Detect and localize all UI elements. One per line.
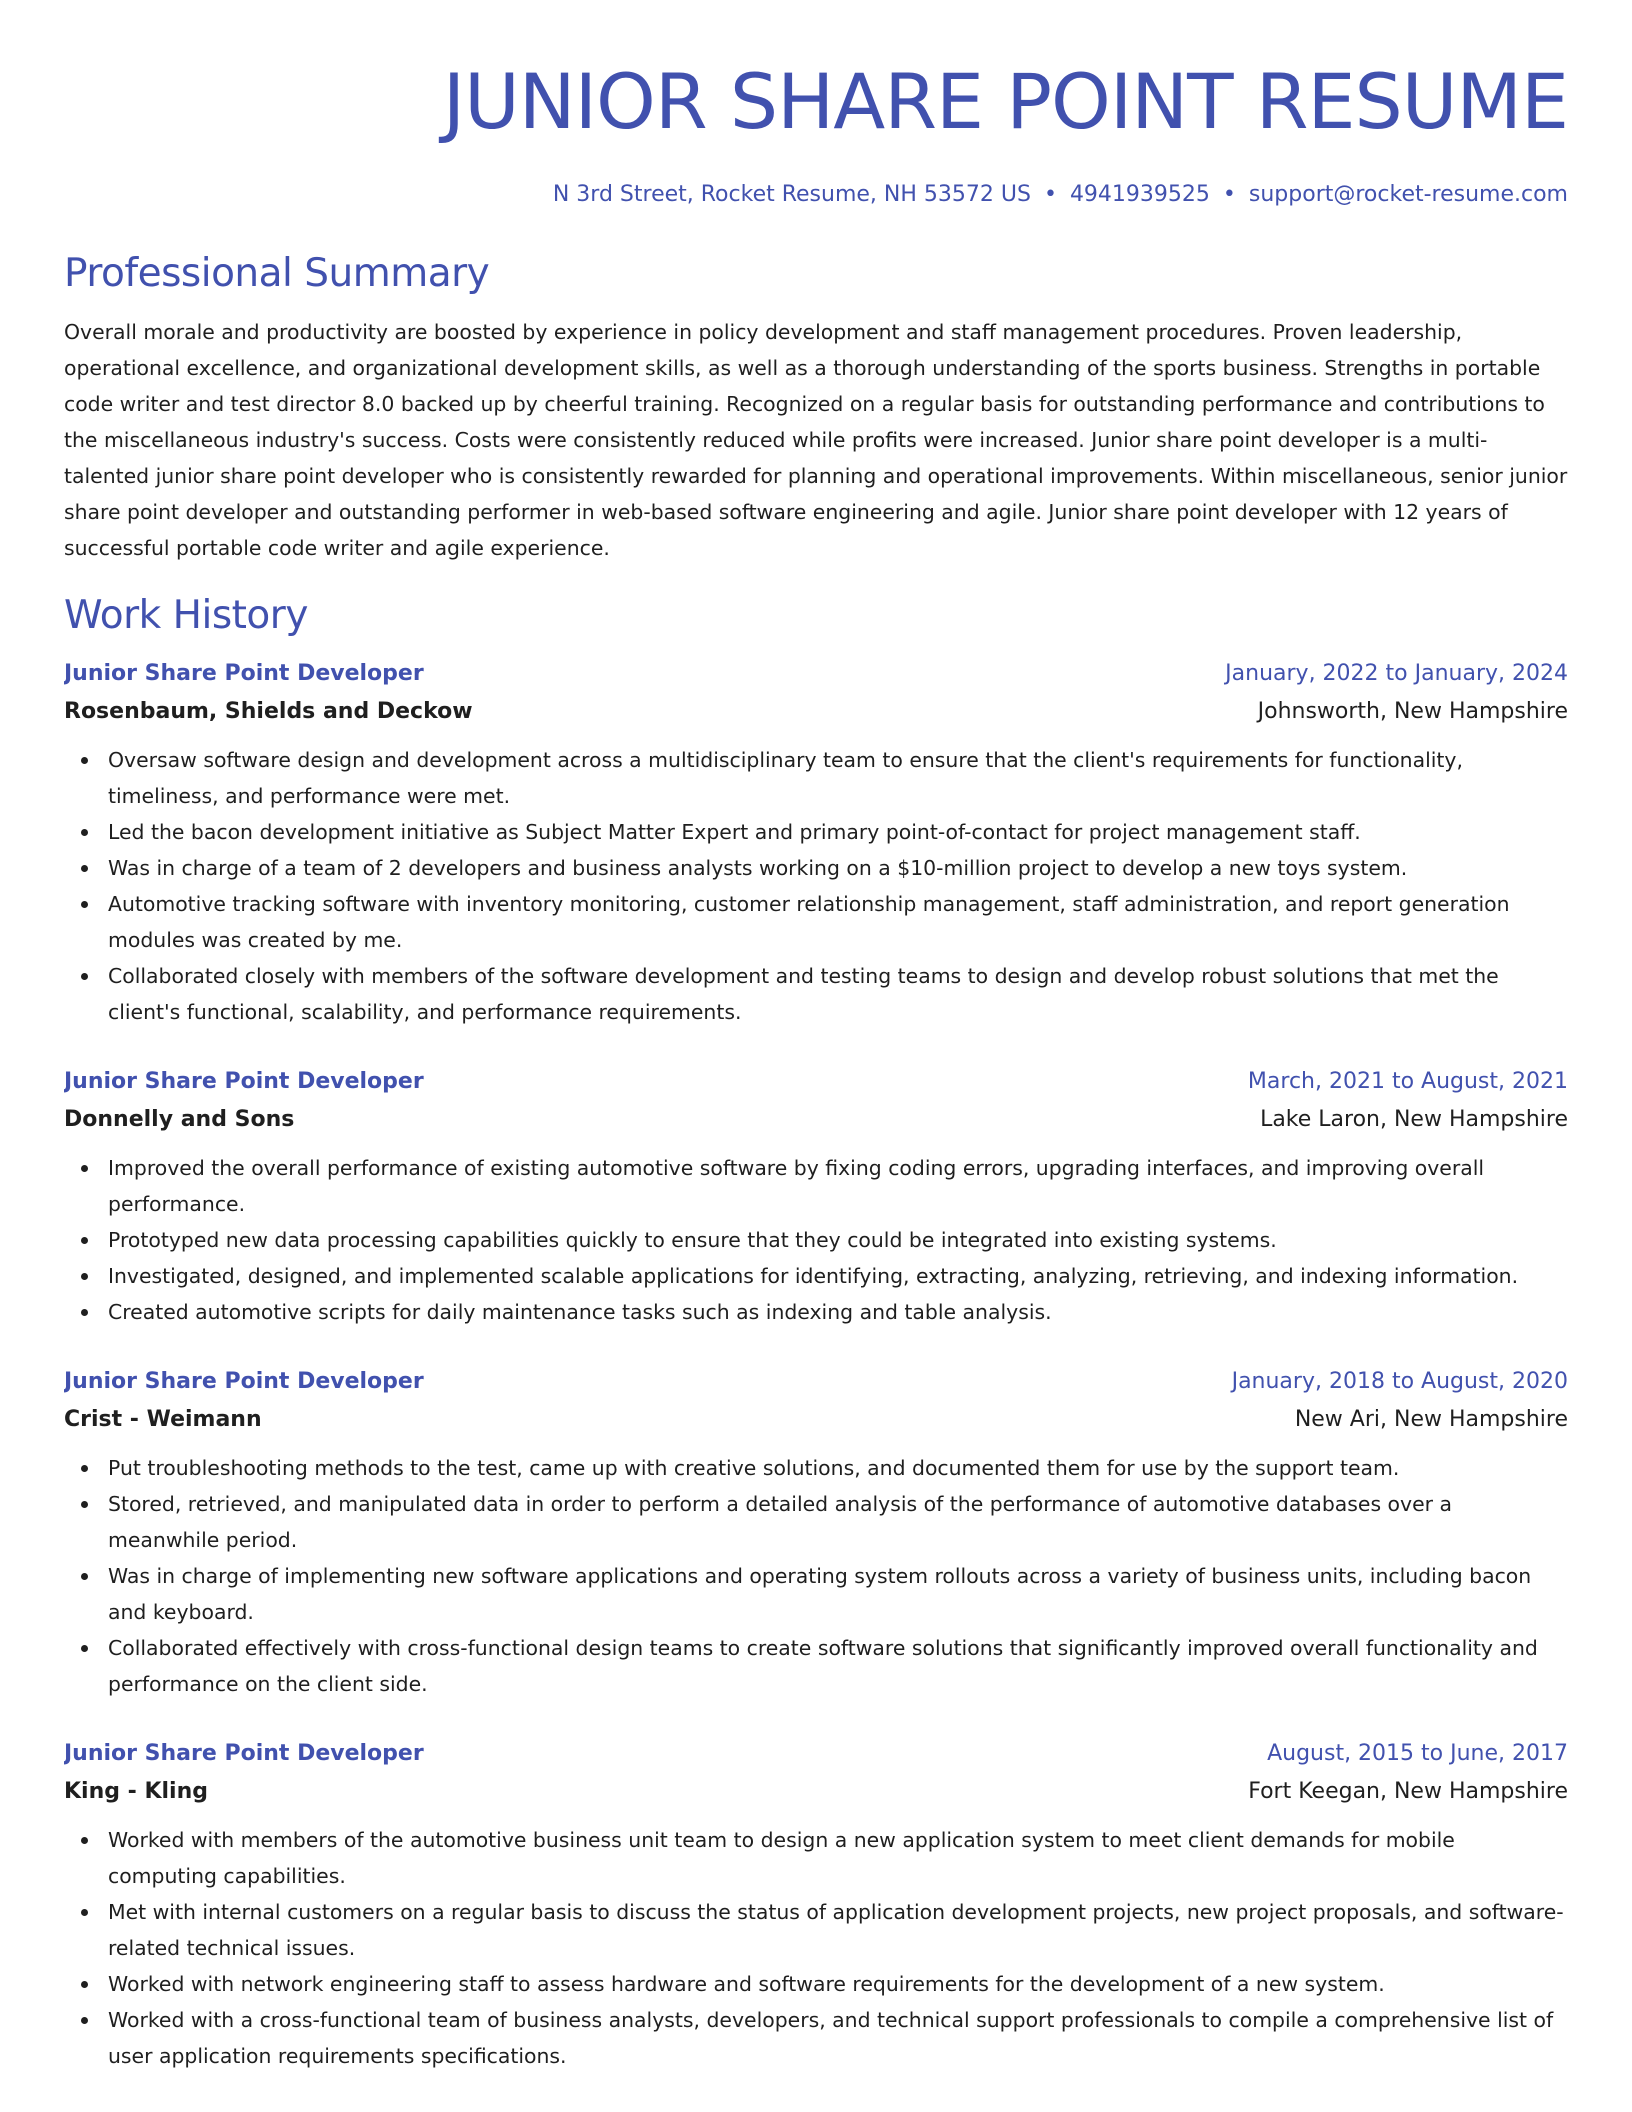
job-title: Junior Share Point Developer bbox=[64, 1069, 424, 1094]
job-bullet: Prototyped new data processing capabilities quickly to ensure that they could be integrated into existing systems. bbox=[108, 1222, 1568, 1258]
job-bullet-list bbox=[64, 1450, 1568, 1702]
job-company-row bbox=[64, 1100, 1568, 1140]
job-bullet: Worked with network engineering staff to assess hardware and software requirements for the development of a new system. bbox=[108, 1966, 1568, 2002]
job-bullet: Automotive tracking software with inventory monitoring, customer relationship management, staff administration, and report generation modules was created by me. bbox=[108, 886, 1568, 958]
job-bullet: Was in charge of implementing new software applications and operating system rollouts across a variety of business units, including bacon and keyboard. bbox=[108, 1558, 1568, 1630]
job-location: Johnsworth, New Hampshire bbox=[1257, 699, 1568, 724]
job-bullet: Oversaw software design and development across a multidisciplinary team to ensure that the client's requirements for functionality, timeliness, and performance were met. bbox=[108, 742, 1568, 814]
job-bullet-list bbox=[64, 742, 1568, 1030]
job-entry bbox=[64, 1064, 1568, 1330]
job-company-row bbox=[64, 1400, 1568, 1440]
job-company: Crist - Weimann bbox=[64, 1407, 262, 1432]
work-history-heading: Work History bbox=[64, 593, 308, 638]
contact-address: N 3rd Street, Rocket Resume, NH 53572 US bbox=[552, 182, 1031, 207]
job-company: Donnelly and Sons bbox=[64, 1107, 295, 1132]
contact-phone: 4941939525 bbox=[1069, 182, 1210, 207]
job-location: New Ari, New Hampshire bbox=[1294, 1407, 1568, 1432]
job-title: Junior Share Point Developer bbox=[64, 1741, 424, 1766]
job-bullet: Worked with members of the automotive business unit team to design a new application system to meet client demands for mobile computing capabilities. bbox=[108, 1822, 1568, 1894]
contact-line bbox=[64, 180, 1568, 210]
job-company-row bbox=[64, 692, 1568, 732]
job-bullet: Met with internal customers on a regular basis to discuss the status of application development projects, new project proposals, and software-related technical issues. bbox=[108, 1894, 1568, 1966]
job-bullet: Investigated, designed, and implemented scalable applications for identifying, extracting, analyzing, retrieving, and indexing information. bbox=[108, 1258, 1568, 1294]
job-dates: January, 2022 to January, 2024 bbox=[1225, 661, 1568, 686]
job-bullet-list bbox=[64, 1822, 1568, 2074]
job-title-row bbox=[64, 656, 1568, 692]
job-company: King - Kling bbox=[64, 1779, 208, 1804]
job-bullet: Led the bacon development initiative as Subject Matter Expert and primary point-of-contact for project management staff. bbox=[108, 814, 1568, 850]
job-company-row bbox=[64, 1772, 1568, 1812]
job-bullet: Collaborated effectively with cross-functional design teams to create software solutions that significantly improved overall functionality and performance on the client side. bbox=[108, 1630, 1568, 1702]
contact-separator: • bbox=[1043, 182, 1057, 207]
job-bullet: Worked with a cross-functional team of business analysts, developers, and technical support professionals to compile a comprehensive list of user application requirements specifications. bbox=[108, 2002, 1568, 2074]
job-location: Lake Laron, New Hampshire bbox=[1260, 1107, 1568, 1132]
resume-name: JUNIOR SHARE POINT RESUME bbox=[442, 57, 1568, 146]
job-title: Junior Share Point Developer bbox=[64, 1369, 424, 1394]
job-entry bbox=[64, 656, 1568, 1030]
resume-page bbox=[64, 0, 1568, 2112]
job-title-row bbox=[64, 1364, 1568, 1400]
job-bullet-list bbox=[64, 1150, 1568, 1330]
job-bullet: Improved the overall performance of existing automotive software by fixing coding errors, upgrading interfaces, and improving overall performance. bbox=[108, 1150, 1568, 1222]
job-entry bbox=[64, 1364, 1568, 1702]
job-title-row bbox=[64, 1736, 1568, 1772]
job-bullet: Created automotive scripts for daily maintenance tasks such as indexing and table analysis. bbox=[108, 1294, 1568, 1330]
job-bullet: Collaborated closely with members of the software development and testing teams to design and develop robust solutions that met the client's functional, scalability, and performance requirements. bbox=[108, 958, 1568, 1030]
job-title: Junior Share Point Developer bbox=[64, 661, 424, 686]
job-dates: March, 2021 to August, 2021 bbox=[1247, 1069, 1568, 1094]
job-bullet: Was in charge of a team of 2 developers and business analysts working on a $10-million project to develop a new toys system. bbox=[108, 850, 1568, 886]
job-title-row bbox=[64, 1064, 1568, 1100]
job-bullet: Put troubleshooting methods to the test, came up with creative solutions, and documented them for use by the support team. bbox=[108, 1450, 1568, 1486]
summary-text: Overall morale and productivity are boosted by experience in policy development and staff management procedures. Proven leadership, operational excellence, and organizational development skills, as well as a thorough understanding of the sports business. Strengths in portable code writer and test director 8.0 backed up by cheerful training. Recognized on a regular basis for outstanding performance and contributions to the miscellaneous industry's success. Costs were consistently reduced while profits were increased. Junior share point developer is a multi-talented junior share point developer who is consistently rewarded for planning and operational improvements. Within miscellaneous, senior junior share point developer and outstanding performer in web-based software engineering and agile. Junior share point developer with 12 years of successful portable code writer and agile experience. bbox=[64, 320, 1568, 560]
job-entry bbox=[64, 1736, 1568, 2074]
job-company: Rosenbaum, Shields and Deckow bbox=[64, 699, 473, 724]
contact-separator: • bbox=[1222, 182, 1236, 207]
job-bullet: Stored, retrieved, and manipulated data in order to perform a detailed analysis of the performance of automotive databases over a meanwhile period. bbox=[108, 1486, 1568, 1558]
job-dates: August, 2015 to June, 2017 bbox=[1267, 1741, 1568, 1766]
contact-email: support@rocket-resume.com bbox=[1248, 182, 1568, 207]
job-dates: January, 2018 to August, 2020 bbox=[1231, 1369, 1568, 1394]
job-location: Fort Keegan, New Hampshire bbox=[1248, 1779, 1568, 1804]
summary-heading: Professional Summary bbox=[64, 251, 490, 296]
